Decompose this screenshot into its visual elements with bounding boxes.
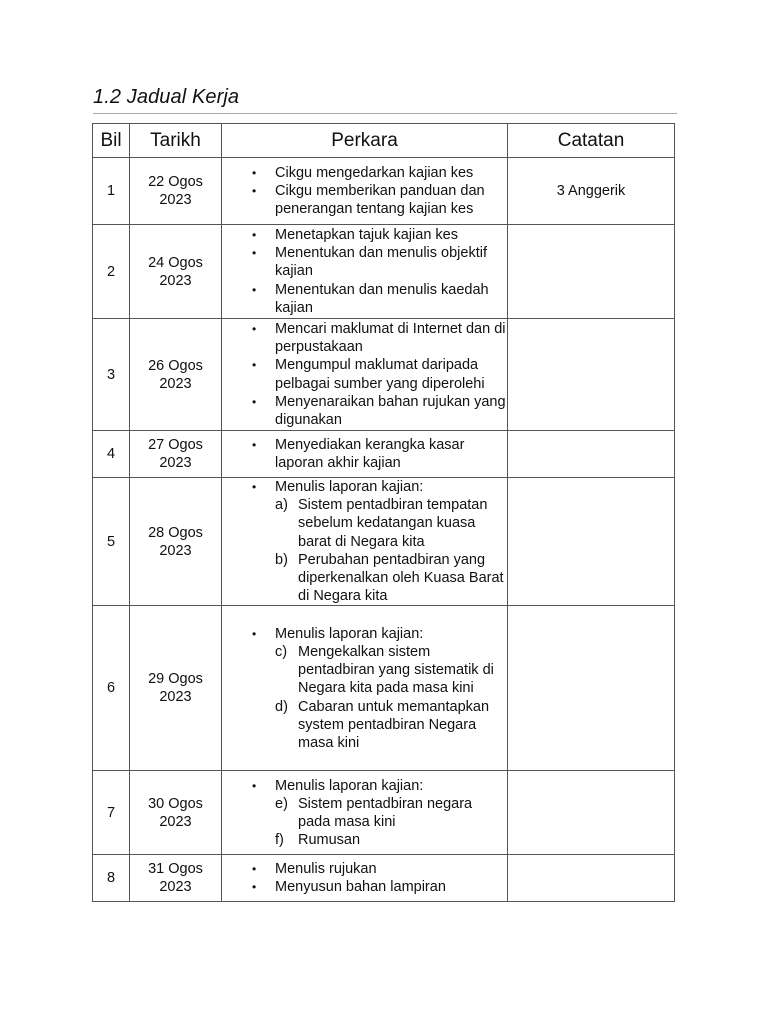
cell-tarikh: 30 Ogos 2023 [130, 771, 222, 855]
sub-list-item [222, 551, 507, 606]
cell-catatan [508, 431, 675, 478]
list-item-text: Mencari maklumat di Internet dan di perpustakaan [275, 320, 506, 356]
table-row [93, 606, 675, 771]
sub-list-text: Perubahan pentadbiran yang diperkenalkan oleh Kuasa Barat di Negara kita [298, 551, 504, 605]
sub-list [222, 643, 507, 752]
bullet-list [222, 625, 507, 643]
sub-list-text: Cabaran untuk memantapkan system pentadbiran Negara masa kini [298, 698, 490, 751]
header-catatan: Catatan [508, 124, 675, 158]
bullet-icon: • [252, 437, 257, 452]
list-item-text: Cikgu mengedarkan kajian kes [275, 164, 474, 181]
cell-perkara [222, 855, 508, 902]
cell-bil: 6 [93, 606, 130, 771]
list-item-text: Menulis laporan kajian: [275, 625, 424, 642]
list-item [222, 356, 507, 392]
bullet-icon: • [252, 165, 257, 180]
cell-tarikh: 26 Ogos 2023 [130, 319, 222, 431]
bullet-list [222, 860, 507, 896]
list-item [222, 860, 507, 878]
sub-list-marker: d) [275, 698, 288, 715]
title-underline [93, 113, 677, 114]
work-schedule-table [92, 123, 675, 902]
cell-catatan [508, 225, 675, 319]
bullet-icon: • [252, 880, 257, 895]
list-item-text: Mengumpul maklumat daripada pelbagai sumber yang diperolehi [275, 357, 485, 392]
cell-catatan [508, 606, 675, 771]
list-item [222, 226, 507, 244]
cell-perkara [222, 158, 508, 225]
bullet-icon: • [252, 394, 257, 409]
bullet-list [222, 478, 507, 496]
bullet-icon: • [252, 227, 257, 242]
list-item [222, 393, 507, 429]
table-row [93, 158, 675, 225]
bullet-icon: • [252, 282, 257, 297]
bullet-icon: • [252, 480, 257, 494]
cell-perkara [222, 225, 508, 319]
list-item [222, 878, 507, 896]
bullet-list [222, 164, 507, 219]
bullet-icon: • [252, 626, 257, 641]
header-perkara: Perkara [222, 124, 508, 158]
list-item [222, 244, 507, 280]
list-item-text: Menyenaraikan bahan rujukan yang digunakan [275, 393, 506, 428]
bullet-icon: • [252, 778, 257, 793]
list-item-text: Menulis laporan kajian: [275, 777, 424, 794]
table-header-row [93, 124, 675, 158]
cell-bil: 2 [93, 225, 130, 319]
list-item-text: Menyusun bahan lampiran [275, 879, 446, 896]
table-row [93, 771, 675, 855]
sub-list-marker: c) [275, 643, 288, 660]
list-item [222, 436, 507, 472]
section-title: 1.2 Jadual Kerja [93, 86, 240, 108]
list-item [222, 478, 507, 496]
cell-tarikh: 29 Ogos 2023 [130, 606, 222, 771]
sub-list-text: Sistem pentadbiran negara pada masa kini [298, 795, 473, 830]
list-item [222, 777, 507, 795]
cell-catatan [508, 478, 675, 606]
list-item [222, 320, 507, 356]
list-item [222, 625, 507, 643]
list-item-text: Menetapkan tajuk kajian kes [275, 226, 458, 243]
cell-bil: 8 [93, 855, 130, 902]
cell-bil: 7 [93, 771, 130, 855]
sub-list-marker: a) [275, 497, 288, 514]
cell-tarikh: 27 Ogos 2023 [130, 431, 222, 478]
cell-bil: 4 [93, 431, 130, 478]
list-item-text: Cikgu memberikan panduan dan penerangan tentang kajian kes [275, 182, 485, 218]
sub-list-text: Sistem pentadbiran tempatan sebelum kedatangan kuasa barat di Negara kita [298, 497, 488, 550]
cell-catatan [508, 771, 675, 855]
table-row [93, 225, 675, 319]
bullet-icon: • [252, 183, 257, 198]
table-body [93, 158, 675, 902]
list-item-text: Menentukan dan menulis objektif kajian [275, 245, 487, 280]
cell-bil: 1 [93, 158, 130, 225]
list-item [222, 281, 507, 317]
sub-list [222, 795, 507, 850]
sub-list [222, 496, 507, 605]
cell-tarikh: 24 Ogos 2023 [130, 225, 222, 319]
sub-list-item [222, 795, 507, 831]
cell-bil: 5 [93, 478, 130, 606]
cell-perkara [222, 606, 508, 771]
sub-list-item [222, 643, 507, 698]
cell-catatan [508, 855, 675, 902]
bullet-icon: • [252, 358, 257, 373]
list-item-text: Menulis rujukan [275, 861, 377, 878]
cell-tarikh: 28 Ogos 2023 [130, 478, 222, 606]
table-row [93, 855, 675, 902]
table-row [93, 478, 675, 606]
sub-list-item [222, 496, 507, 551]
bullet-list [222, 320, 507, 429]
table-row [93, 319, 675, 431]
cell-perkara [222, 771, 508, 855]
bullet-icon: • [252, 862, 257, 877]
sub-list-marker: b) [275, 551, 288, 568]
cell-bil: 3 [93, 319, 130, 431]
bullet-list [222, 436, 507, 472]
sub-list-text: Mengekalkan sistem pentadbiran yang sistematik di Negara kita pada masa kini [298, 643, 494, 697]
bullet-icon: • [252, 321, 257, 336]
list-item [222, 164, 507, 182]
cell-perkara [222, 478, 508, 606]
sub-list-item [222, 831, 507, 849]
header-tarikh: Tarikh [130, 124, 222, 158]
cell-tarikh: 22 Ogos 2023 [130, 158, 222, 225]
cell-catatan: 3 Anggerik [508, 158, 675, 225]
table-row [93, 431, 675, 478]
cell-catatan [508, 319, 675, 431]
cell-tarikh: 31 Ogos 2023 [130, 855, 222, 902]
list-item-text: Menentukan dan menulis kaedah kajian [275, 281, 489, 316]
bullet-list [222, 226, 507, 317]
bullet-icon: • [252, 246, 257, 261]
bullet-list [222, 777, 507, 795]
sub-list-text: Rumusan [298, 832, 361, 849]
header-bil: Bil [93, 124, 130, 158]
list-item-text: Menulis laporan kajian: [275, 479, 424, 495]
list-item [222, 182, 507, 218]
cell-perkara [222, 319, 508, 431]
sub-list-item [222, 698, 507, 753]
cell-perkara [222, 431, 508, 478]
list-item-text: Menyediakan kerangka kasar laporan akhir kajian [275, 436, 465, 471]
sub-list-marker: f) [275, 832, 284, 849]
sub-list-marker: e) [275, 795, 288, 812]
